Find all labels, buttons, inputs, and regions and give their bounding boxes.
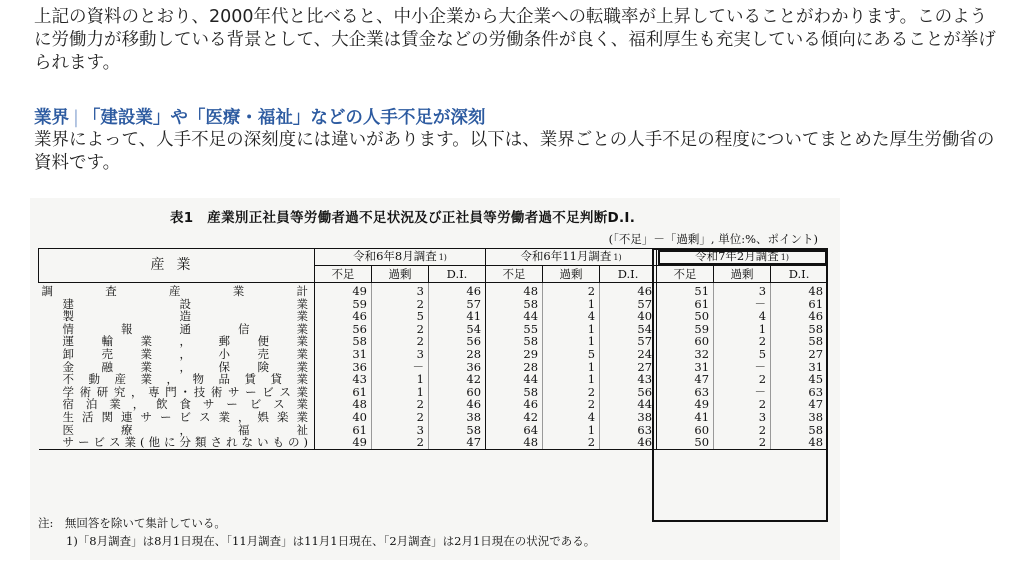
value-cell: 58 <box>486 298 543 311</box>
value-cell: 2 <box>714 373 771 386</box>
value-cell: 4 <box>543 310 600 323</box>
value-cell: 5 <box>543 348 600 361</box>
value-cell: 3 <box>714 283 771 298</box>
sub-header-di: D.I. <box>771 266 828 283</box>
note-line: 注: 無回答を除いて集計している。 <box>38 516 226 530</box>
value-cell: 4 <box>543 411 600 424</box>
value-cell: 58 <box>771 323 828 336</box>
value-cell: － <box>714 386 771 399</box>
industry-label: 運輸業，郵便業 <box>39 335 315 348</box>
industry-label: サービス業(他に分類されないもの) <box>39 436 315 449</box>
period-header-1: 令和6年8月調査 1) <box>315 249 486 266</box>
industry-label: 不動産業，物品賃貸業 <box>39 373 315 386</box>
intro-paragraph: 上記の資料のとおり、2000年代と比べると、中小企業から大企業への転職率が上昇していることがわかります。このように労働力が移動している背景として、大企業は賃金などの労働条件が良く、福利厚生も充実している傾向にあることが挙げられます。 <box>34 7 996 73</box>
sub-header-shortage: 不足 <box>657 266 714 283</box>
industry-label: 情報通信業 <box>39 323 315 336</box>
industry-shortage-table <box>38 248 828 450</box>
note-line: 1)「8月調査」は8月1日現在、「11月調査」は11月1日現在、「2月調査」は2月1日現在の状況である。 <box>66 534 596 548</box>
value-cell: 46 <box>600 283 657 298</box>
value-cell: 49 <box>315 283 372 298</box>
sub-header-surplus: 過剰 <box>714 266 771 283</box>
value-cell: 44 <box>486 373 543 386</box>
industry-label: 製造業 <box>39 310 315 323</box>
value-cell: 41 <box>657 411 714 424</box>
sub-header-di: D.I. <box>429 266 486 283</box>
value-cell: 47 <box>657 373 714 386</box>
value-cell: 61 <box>771 298 828 311</box>
value-cell: 60 <box>657 335 714 348</box>
value-cell: 42 <box>429 373 486 386</box>
value-cell: 58 <box>429 424 486 437</box>
value-cell: 1 <box>714 323 771 336</box>
sub-header-shortage: 不足 <box>315 266 372 283</box>
value-cell: 2 <box>543 386 600 399</box>
value-cell: 1 <box>543 361 600 374</box>
table-notes <box>38 514 595 550</box>
industry-label: 卸売業，小売業 <box>39 348 315 361</box>
value-cell: 58 <box>771 424 828 437</box>
value-cell: 46 <box>486 398 543 411</box>
value-cell: 2 <box>372 398 429 411</box>
value-cell: 3 <box>372 348 429 361</box>
value-cell: 29 <box>486 348 543 361</box>
value-cell: 60 <box>429 386 486 399</box>
value-cell: 41 <box>429 310 486 323</box>
value-cell: 58 <box>486 335 543 348</box>
value-cell: 42 <box>486 411 543 424</box>
value-cell: 2 <box>543 283 600 298</box>
industry-label: 建設業 <box>39 298 315 311</box>
value-cell: 43 <box>315 373 372 386</box>
value-cell: 58 <box>486 386 543 399</box>
value-cell: 2 <box>714 398 771 411</box>
value-cell: － <box>714 298 771 311</box>
industry-label: 宿泊業，飲食サービス業 <box>39 398 315 411</box>
value-cell: 44 <box>486 310 543 323</box>
value-cell: 5 <box>372 310 429 323</box>
value-cell: 47 <box>771 398 828 411</box>
value-cell: 1 <box>543 373 600 386</box>
value-cell: 43 <box>600 373 657 386</box>
value-cell: 32 <box>657 348 714 361</box>
value-cell: 47 <box>429 436 486 449</box>
value-cell: 24 <box>600 348 657 361</box>
value-cell: 27 <box>600 361 657 374</box>
value-cell: 59 <box>657 323 714 336</box>
table-row <box>39 310 828 323</box>
table-body <box>39 283 828 450</box>
value-cell: 5 <box>714 348 771 361</box>
value-cell: 54 <box>600 323 657 336</box>
value-cell: 55 <box>486 323 543 336</box>
value-cell: 54 <box>429 323 486 336</box>
value-cell: 1 <box>372 386 429 399</box>
table-row <box>39 283 828 298</box>
value-cell: 58 <box>771 335 828 348</box>
value-cell: 3 <box>714 411 771 424</box>
value-cell: － <box>372 361 429 374</box>
value-cell: 57 <box>600 298 657 311</box>
industry-label: 金融業，保険業 <box>39 361 315 374</box>
value-cell: 1 <box>543 298 600 311</box>
value-cell: 46 <box>315 310 372 323</box>
heading-separator: | <box>73 108 79 128</box>
industry-label: 調査産業計 <box>39 283 315 298</box>
value-cell: 48 <box>771 436 828 449</box>
period-header-3: 令和7年2月調査 1) <box>657 249 828 266</box>
value-cell: 1 <box>543 335 600 348</box>
value-cell: 1 <box>543 424 600 437</box>
value-cell: 46 <box>429 398 486 411</box>
value-cell: 3 <box>372 283 429 298</box>
value-cell: 3 <box>372 424 429 437</box>
value-cell: 2 <box>543 398 600 411</box>
value-cell: 44 <box>600 398 657 411</box>
value-cell: 36 <box>315 361 372 374</box>
value-cell: 48 <box>486 436 543 449</box>
value-cell: 38 <box>771 411 828 424</box>
value-cell: 31 <box>315 348 372 361</box>
value-cell: 2 <box>714 335 771 348</box>
sub-header-shortage: 不足 <box>486 266 543 283</box>
table-row <box>39 436 828 449</box>
value-cell: 27 <box>771 348 828 361</box>
value-cell: 50 <box>657 436 714 449</box>
value-cell: 46 <box>771 310 828 323</box>
value-cell: 2 <box>372 335 429 348</box>
value-cell: 2 <box>372 323 429 336</box>
value-cell: 50 <box>657 310 714 323</box>
value-cell: 2 <box>543 436 600 449</box>
table-unit-note: (「不足」－「過剰」, 単位:%、ポイント) <box>608 232 818 246</box>
value-cell: 1 <box>543 323 600 336</box>
value-cell: 31 <box>657 361 714 374</box>
section-heading <box>34 104 485 129</box>
value-cell: 46 <box>429 283 486 298</box>
labor-shortage-table-figure <box>30 198 840 560</box>
value-cell: 48 <box>315 398 372 411</box>
value-cell: 38 <box>429 411 486 424</box>
value-cell: 45 <box>771 373 828 386</box>
value-cell: 31 <box>771 361 828 374</box>
period-header-2: 令和6年11月調査 1) <box>486 249 657 266</box>
value-cell: 2 <box>714 424 771 437</box>
sub-header-surplus: 過剰 <box>372 266 429 283</box>
table-row <box>39 373 828 386</box>
value-cell: 40 <box>315 411 372 424</box>
value-cell: 56 <box>600 386 657 399</box>
value-cell: 28 <box>486 361 543 374</box>
value-cell: 56 <box>315 323 372 336</box>
table-title: 表1 産業別正社員等労働者過不足状況及び正社員等労働者過不足判断D.I. <box>170 210 636 226</box>
value-cell: 49 <box>315 436 372 449</box>
value-cell: － <box>714 361 771 374</box>
heading-lead: 業界 <box>34 108 69 128</box>
value-cell: 60 <box>657 424 714 437</box>
value-cell: 63 <box>771 386 828 399</box>
table-row <box>39 411 828 424</box>
value-cell: 2 <box>372 436 429 449</box>
table-row <box>39 348 828 361</box>
heading-text: 「建設業」や「医療・福祉」などの人手不足が深刻 <box>82 108 486 128</box>
value-cell: 28 <box>429 348 486 361</box>
value-cell: 57 <box>429 298 486 311</box>
value-cell: 61 <box>657 298 714 311</box>
value-cell: 51 <box>657 283 714 298</box>
value-cell: 61 <box>315 424 372 437</box>
value-cell: 64 <box>486 424 543 437</box>
sub-header-di: D.I. <box>600 266 657 283</box>
value-cell: 40 <box>600 310 657 323</box>
value-cell: 46 <box>600 436 657 449</box>
value-cell: 38 <box>600 411 657 424</box>
industry-label: 生活関連サービス業，娯楽業 <box>39 411 315 424</box>
value-cell: 63 <box>657 386 714 399</box>
section-paragraph: 業界によって、人手不足の深刻度には違いがあります。以下は、業界ごとの人手不足の程度についてまとめた厚生労働省の資料です。 <box>34 130 995 173</box>
value-cell: 2 <box>372 411 429 424</box>
value-cell: 4 <box>714 310 771 323</box>
value-cell: 59 <box>315 298 372 311</box>
industry-label: 医療，福祉 <box>39 424 315 437</box>
value-cell: 61 <box>315 386 372 399</box>
value-cell: 58 <box>315 335 372 348</box>
value-cell: 1 <box>372 373 429 386</box>
value-cell: 57 <box>600 335 657 348</box>
industry-label: 学術研究，専門･技術サービス業 <box>39 386 315 399</box>
value-cell: 49 <box>657 398 714 411</box>
value-cell: 56 <box>429 335 486 348</box>
sub-header-surplus: 過剰 <box>543 266 600 283</box>
category-header: 産業 <box>39 249 315 283</box>
value-cell: 48 <box>771 283 828 298</box>
value-cell: 63 <box>600 424 657 437</box>
value-cell: 2 <box>372 298 429 311</box>
value-cell: 36 <box>429 361 486 374</box>
value-cell: 48 <box>486 283 543 298</box>
value-cell: 2 <box>714 436 771 449</box>
